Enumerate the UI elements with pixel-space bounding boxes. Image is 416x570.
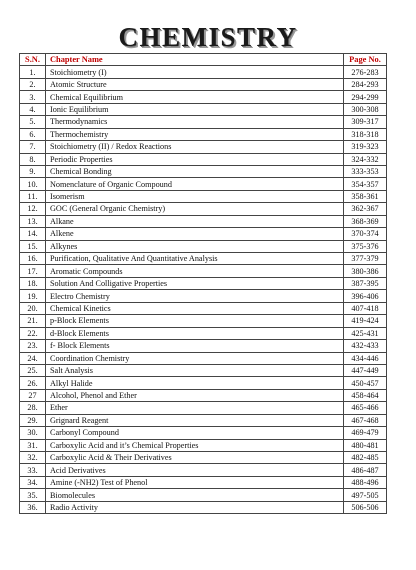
table-row xyxy=(20,327,387,339)
row-chapter-name: Carbonyl Compound xyxy=(46,427,344,439)
row-chapter-name: Alkyl Halide xyxy=(46,377,344,389)
row-chapter-name: Alkene xyxy=(46,228,344,240)
row-sn: 30. xyxy=(20,427,46,439)
row-sn: 23. xyxy=(20,340,46,352)
row-page-range: 377-379 xyxy=(344,253,387,265)
row-page-range: 480-481 xyxy=(344,439,387,451)
row-page-range: 300-308 xyxy=(344,103,387,115)
table-row xyxy=(20,116,387,128)
row-chapter-name: Carboxylic Acid and it’s Chemical Properties xyxy=(46,439,344,451)
header-chapter-name: Chapter Name xyxy=(46,54,344,66)
table-row xyxy=(20,476,387,488)
row-chapter-name: Salt Analysis xyxy=(46,364,344,376)
table-row xyxy=(20,78,387,90)
table-row xyxy=(20,240,387,252)
row-sn: 11. xyxy=(20,190,46,202)
row-chapter-name: Ionic Equilibrium xyxy=(46,103,344,115)
row-chapter-name: Amine (-NH2) Test of Phenol xyxy=(46,476,344,488)
row-page-range: 375-376 xyxy=(344,240,387,252)
row-page-range: 396-406 xyxy=(344,290,387,302)
row-chapter-name: Grignard Reagent xyxy=(46,414,344,426)
table-row xyxy=(20,253,387,265)
row-page-range: 358-361 xyxy=(344,190,387,202)
row-chapter-name: Periodic Properties xyxy=(46,153,344,165)
row-sn: 13. xyxy=(20,215,46,227)
row-sn: 17. xyxy=(20,265,46,277)
row-sn: 5. xyxy=(20,116,46,128)
table-row xyxy=(20,153,387,165)
table-row xyxy=(20,215,387,227)
row-chapter-name: Electro Chemistry xyxy=(46,290,344,302)
table-row xyxy=(20,501,387,513)
row-chapter-name: f- Block Elements xyxy=(46,340,344,352)
table-row xyxy=(20,439,387,451)
row-chapter-name: Chemical Bonding xyxy=(46,165,344,177)
row-sn: 31. xyxy=(20,439,46,451)
row-page-range: 486-487 xyxy=(344,464,387,476)
table-row xyxy=(20,228,387,240)
table-header-row xyxy=(20,54,387,66)
row-chapter-name: Stoichiometry (I) xyxy=(46,66,344,78)
row-sn: 15. xyxy=(20,240,46,252)
row-chapter-name: Nomenclature of Organic Compound xyxy=(46,178,344,190)
row-chapter-name: Alkynes xyxy=(46,240,344,252)
row-chapter-name: GOC (General Organic Chemistry) xyxy=(46,203,344,215)
table-row xyxy=(20,377,387,389)
table-row xyxy=(20,190,387,202)
row-chapter-name: Chemical Equilibrium xyxy=(46,91,344,103)
row-chapter-name: Alkane xyxy=(46,215,344,227)
row-page-range: 506-506 xyxy=(344,501,387,513)
chapter-table xyxy=(19,53,387,514)
row-sn: 24. xyxy=(20,352,46,364)
row-sn: 19. xyxy=(20,290,46,302)
row-sn: 26. xyxy=(20,377,46,389)
table-row xyxy=(20,290,387,302)
row-chapter-name: Ether xyxy=(46,402,344,414)
row-page-range: 482-485 xyxy=(344,452,387,464)
row-page-range: 370-374 xyxy=(344,228,387,240)
row-page-range: 324-332 xyxy=(344,153,387,165)
row-page-range: 469-479 xyxy=(344,427,387,439)
row-page-range: 294-299 xyxy=(344,91,387,103)
table-row xyxy=(20,91,387,103)
header-page-no: Page No. xyxy=(344,54,387,66)
row-page-range: 368-369 xyxy=(344,215,387,227)
row-page-range: 497-505 xyxy=(344,489,387,501)
row-chapter-name: Thermochemistry xyxy=(46,128,344,140)
table-row xyxy=(20,178,387,190)
row-page-range: 333-353 xyxy=(344,165,387,177)
row-sn: 22. xyxy=(20,327,46,339)
row-sn: 6. xyxy=(20,128,46,140)
table-row xyxy=(20,203,387,215)
row-chapter-name: Thermodynamics xyxy=(46,116,344,128)
row-chapter-name: p-Block Elements xyxy=(46,315,344,327)
row-chapter-name: Atomic Structure xyxy=(46,78,344,90)
row-sn: 12. xyxy=(20,203,46,215)
table-row xyxy=(20,402,387,414)
row-sn: 33. xyxy=(20,464,46,476)
row-sn: 4. xyxy=(20,103,46,115)
row-sn: 3. xyxy=(20,91,46,103)
row-page-range: 465-466 xyxy=(344,402,387,414)
table-row xyxy=(20,364,387,376)
row-sn: 35. xyxy=(20,489,46,501)
row-sn: 18. xyxy=(20,277,46,289)
row-sn: 28. xyxy=(20,402,46,414)
row-page-range: 276-283 xyxy=(344,66,387,78)
row-page-range: 407-418 xyxy=(344,302,387,314)
page-title: CHEMISTRY xyxy=(118,22,298,52)
table-row xyxy=(20,489,387,501)
table-row xyxy=(20,315,387,327)
table-row xyxy=(20,141,387,153)
row-chapter-name: Acid Derivatives xyxy=(46,464,344,476)
row-sn: 34. xyxy=(20,476,46,488)
row-chapter-name: Stoichiometry (II) / Redox Reactions xyxy=(46,141,344,153)
row-page-range: 318-318 xyxy=(344,128,387,140)
table-row xyxy=(20,464,387,476)
table-row xyxy=(20,265,387,277)
row-sn: 14. xyxy=(20,228,46,240)
row-page-range: 432-433 xyxy=(344,340,387,352)
row-chapter-name: Carboxylic Acid & Their Derivatives xyxy=(46,452,344,464)
table-row xyxy=(20,389,387,401)
row-chapter-name: Biomolecules xyxy=(46,489,344,501)
row-chapter-name: Radio Activity xyxy=(46,501,344,513)
row-chapter-name: Chemical Kinetics xyxy=(46,302,344,314)
row-sn: 27 xyxy=(20,389,46,401)
table-row xyxy=(20,128,387,140)
table-row xyxy=(20,340,387,352)
row-page-range: 387-395 xyxy=(344,277,387,289)
row-chapter-name: Aromatic Compounds xyxy=(46,265,344,277)
row-sn: 1. xyxy=(20,66,46,78)
row-page-range: 309-317 xyxy=(344,116,387,128)
row-sn: 10. xyxy=(20,178,46,190)
row-page-range: 434-446 xyxy=(344,352,387,364)
row-page-range: 354-357 xyxy=(344,178,387,190)
row-chapter-name: Purification, Qualitative And Quantitative Analysis xyxy=(46,253,344,265)
row-page-range: 362-367 xyxy=(344,203,387,215)
table-row xyxy=(20,352,387,364)
row-chapter-name: Coordination Chemistry xyxy=(46,352,344,364)
row-sn: 16. xyxy=(20,253,46,265)
table-row xyxy=(20,66,387,78)
table-row xyxy=(20,103,387,115)
row-sn: 32. xyxy=(20,452,46,464)
row-chapter-name: Solution And Colligative Properties xyxy=(46,277,344,289)
row-chapter-name: Alcohol, Phenol and Ether xyxy=(46,389,344,401)
table-row xyxy=(20,452,387,464)
table-row xyxy=(20,165,387,177)
row-page-range: 450-457 xyxy=(344,377,387,389)
row-page-range: 380-386 xyxy=(344,265,387,277)
table-row xyxy=(20,414,387,426)
row-page-range: 458-464 xyxy=(344,389,387,401)
row-page-range: 447-449 xyxy=(344,364,387,376)
table-row xyxy=(20,302,387,314)
row-sn: 9. xyxy=(20,165,46,177)
row-sn: 8. xyxy=(20,153,46,165)
row-sn: 2. xyxy=(20,78,46,90)
row-sn: 21. xyxy=(20,315,46,327)
row-sn: 29. xyxy=(20,414,46,426)
row-page-range: 319-323 xyxy=(344,141,387,153)
header-sn: S.N. xyxy=(20,54,46,66)
row-sn: 25. xyxy=(20,364,46,376)
row-page-range: 467-468 xyxy=(344,414,387,426)
row-page-range: 419-424 xyxy=(344,315,387,327)
row-sn: 20. xyxy=(20,302,46,314)
row-sn: 36. xyxy=(20,501,46,513)
table-row xyxy=(20,427,387,439)
row-page-range: 488-496 xyxy=(344,476,387,488)
row-page-range: 284-293 xyxy=(344,78,387,90)
row-chapter-name: Isomerism xyxy=(46,190,344,202)
row-chapter-name: d-Block Elements xyxy=(46,327,344,339)
row-page-range: 425-431 xyxy=(344,327,387,339)
row-sn: 7. xyxy=(20,141,46,153)
table-row xyxy=(20,277,387,289)
